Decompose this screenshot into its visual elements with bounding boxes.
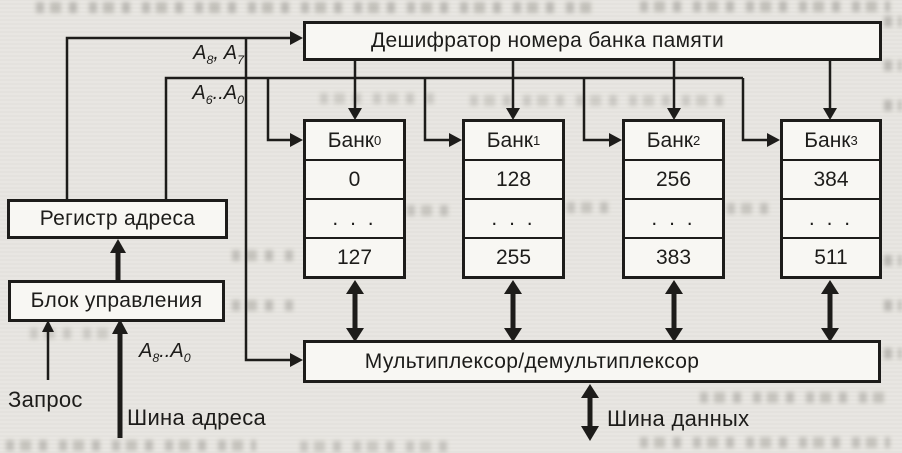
memory-bank-0 bbox=[303, 119, 406, 279]
bank-title: Банк 2 bbox=[646, 128, 701, 152]
address-register-box bbox=[7, 199, 228, 239]
control-unit-box bbox=[8, 280, 225, 322]
mux-demux-label: Мультиплексор/демультиплексор bbox=[364, 349, 700, 373]
decoder-output-arrow-bank3 bbox=[823, 60, 837, 120]
data-bus-bidirectional-arrow bbox=[581, 384, 599, 441]
control-unit-to-register-arrow bbox=[110, 239, 126, 280]
bank-first-address: 384 bbox=[783, 159, 879, 198]
bank-select-wire-to-mux bbox=[246, 38, 303, 367]
bank-ellipsis: . . . bbox=[625, 198, 722, 237]
decoder-output-arrow-bank2 bbox=[667, 60, 681, 120]
bank-last-address: 255 bbox=[465, 237, 562, 276]
signal-label-a8-a0: $A_8..A_0$ bbox=[139, 340, 191, 365]
bank-ellipsis: . . . bbox=[783, 198, 879, 237]
bank-first-address: 128 bbox=[465, 159, 562, 198]
bank-first-address: 256 bbox=[625, 159, 722, 198]
decoder-output-arrow-bank1 bbox=[506, 60, 520, 120]
decoder-output-arrow-bank0 bbox=[348, 60, 362, 120]
address-bus-arrow bbox=[112, 319, 128, 438]
request-label: Запрос bbox=[8, 387, 83, 412]
control-unit-label: Блок управления bbox=[30, 289, 203, 312]
signal-label-a8-a7: $A_8$, $A_7$ bbox=[193, 42, 244, 67]
a6-a0-branch-bank0 bbox=[268, 78, 303, 147]
bank3-mux-bidirectional-arrow bbox=[821, 280, 839, 342]
bank0-mux-bidirectional-arrow bbox=[346, 280, 364, 342]
bank1-mux-bidirectional-arrow bbox=[504, 280, 522, 342]
bank-first-address: 0 bbox=[306, 159, 403, 198]
bank2-mux-bidirectional-arrow bbox=[665, 280, 683, 342]
request-arrow bbox=[42, 320, 54, 380]
bank-title: Банк 3 bbox=[804, 128, 858, 152]
bank-ellipsis: . . . bbox=[306, 198, 403, 237]
decoder-label: Дешифратор номера банка памяти bbox=[370, 29, 724, 52]
a6-a0-branch-bank2 bbox=[584, 78, 622, 147]
bank-ellipsis: . . . bbox=[465, 198, 562, 237]
decoder-box bbox=[303, 21, 882, 61]
memory-bank-1 bbox=[462, 119, 565, 279]
address-register-label: Регистр адреса bbox=[39, 207, 196, 230]
bank-title: Банк 1 bbox=[486, 128, 541, 152]
bank-last-address: 511 bbox=[783, 237, 879, 276]
bank-last-address: 383 bbox=[625, 237, 722, 276]
data-bus-label: Шина данных bbox=[607, 406, 750, 431]
mux-demux-box bbox=[303, 340, 881, 383]
bank-title: Банк 0 bbox=[327, 128, 382, 152]
a6-a0-branch-bank3 bbox=[743, 78, 780, 147]
bank-last-address: 127 bbox=[306, 237, 403, 276]
signal-label-a6-a0: $A_6..A_0$ bbox=[192, 82, 244, 107]
a6-a0-branch-bank1 bbox=[425, 78, 462, 147]
address-bus-label: Шина адреса bbox=[127, 405, 267, 430]
memory-bank-3 bbox=[780, 119, 882, 279]
memory-bank-2 bbox=[622, 119, 725, 279]
